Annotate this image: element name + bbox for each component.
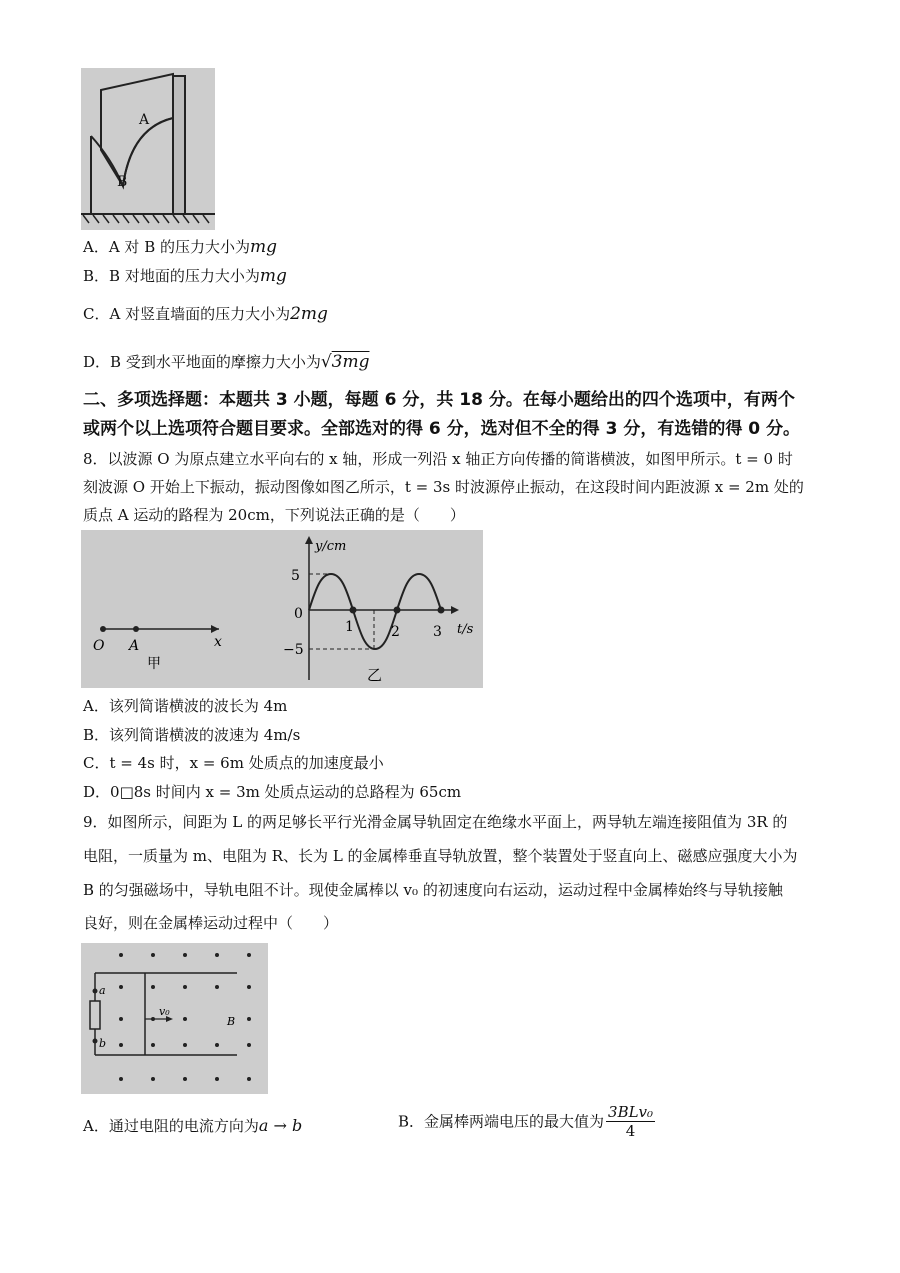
svg-text:y/cm: y/cm <box>315 539 347 554</box>
svg-text:甲: 甲 <box>147 656 161 672</box>
field-dot <box>247 1017 251 1021</box>
field-dot <box>215 1043 219 1047</box>
resistor <box>90 1001 100 1029</box>
label-a: A <box>139 112 150 128</box>
field-dot <box>247 1043 251 1047</box>
q8-stem-line2: 刻波源 O 开始上下振动，振动图像如图乙所示，t = 3s 时波源停止振动，在这段时间内距波源 x = 2m 处的 <box>83 478 804 496</box>
q7-option-a: A．A 对 B 的压力大小为mg <box>83 237 278 257</box>
svg-text:A: A <box>129 638 140 654</box>
field-dot <box>119 985 123 989</box>
field-dot <box>119 1077 123 1081</box>
field-dot <box>247 1077 251 1081</box>
sqrt-symbol: √ <box>320 352 332 372</box>
section2-heading-line2: 或两个以上选项符合题目要求。全部选对的得 6 分，选对但不全的得 3 分，有选错的得 0 分。 <box>83 419 800 439</box>
svg-text:1: 1 <box>345 619 354 635</box>
q8-option-b: B．该列简谐横波的波速为 4m/s <box>83 726 301 744</box>
field-dot <box>151 1017 155 1021</box>
svg-text:乙: 乙 <box>367 666 383 684</box>
q7-figure <box>81 68 215 230</box>
field-dot <box>215 1077 219 1081</box>
svg-text:3: 3 <box>433 624 442 640</box>
label-b: B <box>117 174 128 190</box>
q8-figure <box>81 530 483 688</box>
q9-stem-line1: 9．如图所示，间距为 L 的两足够长平行光滑金属导轨固定在绝缘水平面上，两导轨左端连接阻值为 3R 的 <box>83 813 788 831</box>
q9-stem-line3: B 的匀强磁场中，导轨电阻不计。现使金属棒以 v₀ 的初速度向右运动，运动过程中金属棒始终与导轨接触 <box>83 881 783 899</box>
svg-text:x: x <box>214 634 222 650</box>
svg-text:B: B <box>227 1015 236 1028</box>
q7-option-d: D．B 受到水平地面的摩擦力大小为√3mg <box>83 352 370 372</box>
q9-option-a: A．通过电阻的电流方向为a → b <box>83 1116 303 1135</box>
field-dot <box>119 953 123 957</box>
q9-stem-line2: 电阻，一质量为 m、电阻为 R、长为 L 的金属棒垂直导轨放置，整个装置处于竖直向上、磁感应强度大小为 <box>83 847 798 865</box>
field-dot <box>247 953 251 957</box>
point-o <box>100 626 106 632</box>
q8-option-c: C．t = 4s 时，x = 6m 处质点的加速度最小 <box>83 754 384 772</box>
svg-text:O: O <box>93 638 105 654</box>
field-dot <box>151 1043 155 1047</box>
svg-text:a: a <box>99 984 106 997</box>
q8-option-a: A．该列简谐横波的波长为 4m <box>83 697 288 715</box>
field-dot <box>215 953 219 957</box>
svg-text:−5: −5 <box>283 642 304 658</box>
field-dot <box>183 1077 187 1081</box>
svg-text:t/s: t/s <box>457 622 474 637</box>
field-dot <box>215 985 219 989</box>
svg-text:5: 5 <box>291 568 300 584</box>
svg-text:v₀: v₀ <box>159 1005 170 1018</box>
q8-option-d: D．0□8s 时间内 x = 3m 处质点运动的总路程为 65cm <box>83 783 462 801</box>
field-dot <box>151 1077 155 1081</box>
svg-text:b: b <box>99 1037 107 1050</box>
field-dot <box>183 985 187 989</box>
field-dot <box>183 1017 187 1021</box>
field-dot <box>151 953 155 957</box>
q8-stem-line3: 质点 A 运动的路程为 20cm，下列说法正确的是（ ） <box>83 506 465 524</box>
q7-option-c: C．A 对竖直墙面的压力大小为2mg <box>83 304 328 324</box>
q9-stem-line4: 良好，则在金属棒运动过程中（ ） <box>83 914 339 932</box>
point-a <box>133 626 139 632</box>
field-dot <box>119 1043 123 1047</box>
voltage-fraction: $\frac{\text{3BLv₀}}{4}$ <box>608 1103 654 1140</box>
q9-option-b: B．金属棒两端电压的最大值为 $\frac{\text{3BLv₀}}{4}$ <box>398 1103 654 1140</box>
field-dot <box>183 953 187 957</box>
q7-option-b: B．B 对地面的压力大小为mg <box>83 266 287 286</box>
field-dot <box>247 985 251 989</box>
wall <box>173 76 185 214</box>
svg-text:2: 2 <box>391 624 400 640</box>
field-dot <box>151 985 155 989</box>
section2-heading-line1: 二、多项选择题：本题共 3 小题，每题 6 分，共 18 分。在每小题给出的四个选项中，有两个 <box>83 390 795 410</box>
field-dot <box>119 1017 123 1021</box>
field-dot <box>183 1043 187 1047</box>
svg-text:0: 0 <box>294 606 303 622</box>
q8-stem-line1: 8．以波源 O 为原点建立水平向右的 x 轴，形成一列沿 x 轴正方向传播的简谐横波，如图甲所示。t = 0 时 <box>83 450 793 468</box>
q9-figure <box>81 943 268 1094</box>
